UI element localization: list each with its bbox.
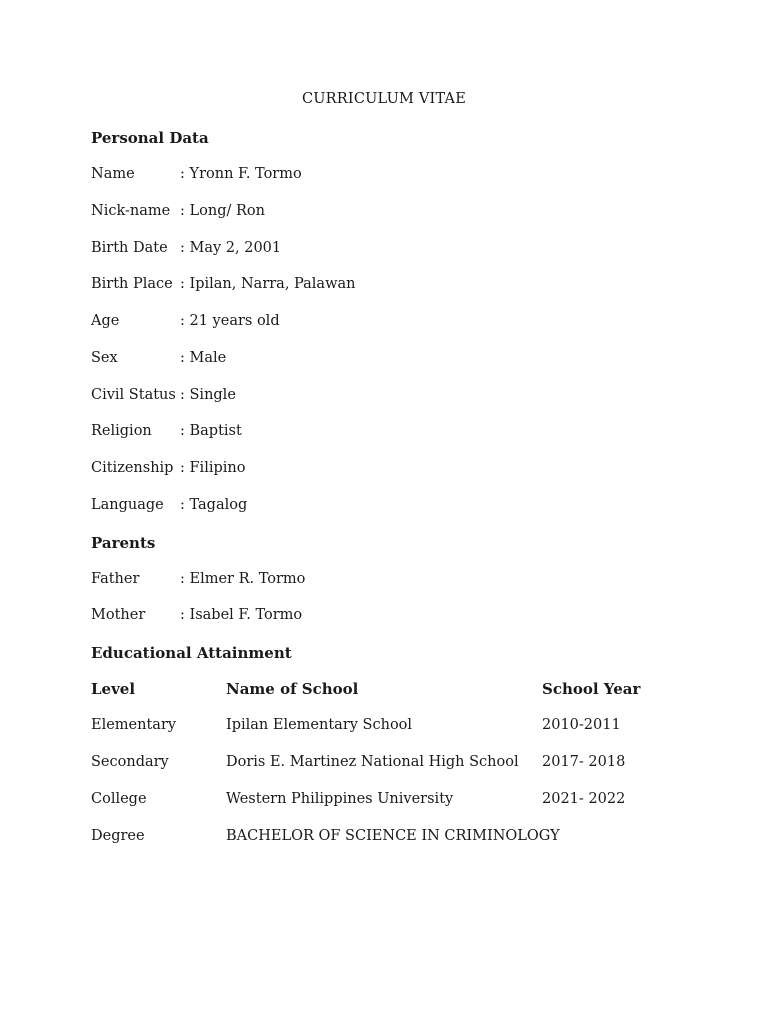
field-citizenship (91, 460, 245, 476)
field-birth-place (91, 276, 355, 292)
field-value: : Yronn F. Tormo (180, 166, 302, 182)
field-label: Sex (91, 350, 118, 366)
column-header-school: Name of School (226, 680, 359, 698)
field-value: : Isabel F. Tormo (180, 607, 303, 623)
field-birth-date (91, 240, 281, 256)
field-label: Nick-name (91, 203, 171, 219)
field-age (91, 313, 280, 329)
education-year: 2010-2011 (542, 717, 621, 733)
education-school: Ipilan Elementary School (226, 717, 413, 733)
field-name (91, 166, 302, 182)
field-language (91, 497, 247, 513)
field-mother (91, 607, 302, 623)
personal-data-heading: Personal Data (91, 129, 209, 147)
parents-heading: Parents (91, 534, 156, 552)
column-header-year: School Year (542, 680, 641, 698)
field-label: Birth Place (91, 276, 173, 292)
field-value: : Elmer R. Tormo (180, 571, 306, 587)
field-value: : Tagalog (180, 497, 248, 513)
field-value: : Long/ Ron (180, 203, 265, 219)
field-label: Mother (91, 607, 146, 623)
field-father (91, 571, 305, 587)
education-heading: Educational Attainment (91, 644, 292, 662)
field-label: Citizenship (91, 460, 174, 476)
education-year: 2017- 2018 (542, 754, 626, 770)
field-label: Language (91, 497, 164, 513)
field-value: : 21 years old (180, 313, 280, 329)
field-value: : Filipino (180, 460, 246, 476)
field-nickname (91, 203, 265, 219)
field-value: : Single (180, 387, 236, 403)
field-label: Name (91, 166, 135, 182)
field-value: : Male (180, 350, 227, 366)
document-title: CURRICULUM VITAE (301, 91, 467, 107)
education-level: College (91, 791, 147, 807)
education-school: Western Philippines University (226, 791, 454, 807)
field-value: : May 2, 2001 (180, 240, 282, 256)
field-label: Father (91, 571, 140, 587)
field-label: Civil Status (91, 387, 176, 403)
field-civil-status (91, 387, 236, 403)
field-label: Religion (91, 423, 152, 439)
field-label: Birth Date (91, 240, 168, 256)
field-value: : Ipilan, Narra, Palawan (180, 276, 356, 292)
field-religion (91, 423, 242, 439)
column-header-level: Level (91, 680, 136, 698)
education-level: Elementary (91, 717, 177, 733)
degree-label: Degree (91, 828, 145, 844)
field-value: : Baptist (180, 423, 242, 439)
degree-value: BACHELOR OF SCIENCE IN CRIMINOLOGY (226, 828, 560, 844)
education-year: 2021- 2022 (542, 791, 626, 807)
field-label: Age (91, 313, 120, 329)
education-school: Doris E. Martinez National High School (226, 754, 519, 770)
education-level: Secondary (91, 754, 169, 770)
field-sex (91, 350, 226, 366)
